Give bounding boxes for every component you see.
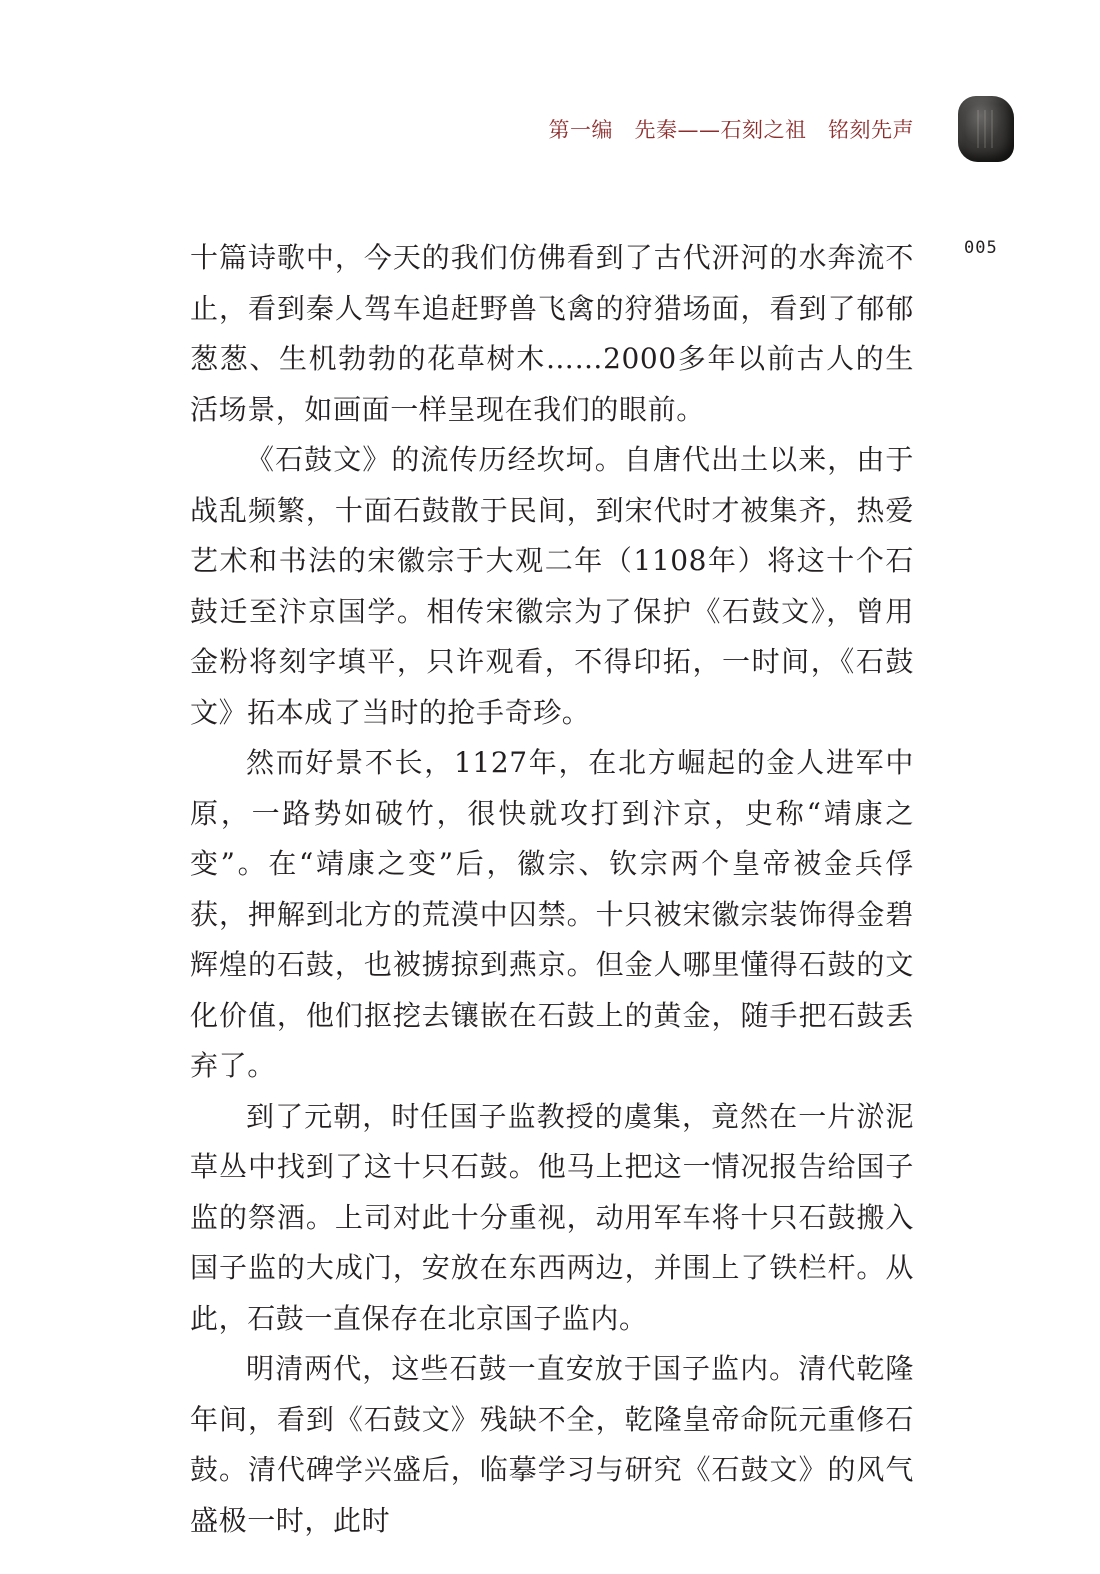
paragraph: 然而好景不长，1127年，在北方崛起的金人进军中原，一路势如破竹，很快就攻打到汴京，史称“靖康之变”。在“靖康之变”后，徽宗、钦宗两个皇帝被金兵俘获，押解到北方的荒漠中囚禁。十只被宋徽宗装饰得金碧辉煌的石鼓，也被掳掠到燕京。但金人哪里懂得石鼓的文化价值，他们抠挖去镶嵌在石鼓上的黄金，随手把石鼓丢弃了。 (190, 746, 914, 1082)
page-number: 005 (964, 238, 998, 258)
body-text (190, 233, 914, 1546)
paragraph: 明清两代，这些石鼓一直安放于国子监内。清代乾隆年间，看到《石鼓文》残缺不全，乾隆皇帝命阮元重修石鼓。清代碑学兴盛后，临摹学习与研究《石鼓文》的风气盛极一时，此时 (190, 1352, 914, 1537)
running-header-title: 第一编 先秦——石刻之祖 铭刻先声 (548, 118, 914, 142)
paragraph: 到了元朝，时任国子监教授的虞集，竟然在一片淤泥草丛中找到了这十只石鼓。他马上把这一情况报告给国子监的祭酒。上司对此十分重视，动用军车将十只石鼓搬入国子监的大成门，安放在东西两边，并围上了铁栏杆。从此，石鼓一直保存在北京国子监内。 (190, 1099, 914, 1335)
stone-drum-icon (958, 96, 1014, 162)
paragraph: 《石鼓文》的流传历经坎坷。自唐代出土以来，由于战乱频繁，十面石鼓散于民间，到宋代时才被集齐，热爱艺术和书法的宋徽宗于大观二年（1108年）将这十个石鼓迁至汴京国学。相传宋徽宗为了保护《石鼓文》，曾用金粉将刻字填平，只许观看，不得印拓，一时间，《石鼓文》拓本成了当时的抢手奇珍。 (190, 443, 914, 729)
paragraph-continued: 十篇诗歌中，今天的我们仿佛看到了古代汧河的水奔流不止，看到秦人驾车追赶野兽飞禽的狩猎场面，看到了郁郁葱葱、生机勃勃的花草树木……2000多年以前古人的生活场景，如画面一样呈现在我们的眼前。 (190, 241, 914, 426)
